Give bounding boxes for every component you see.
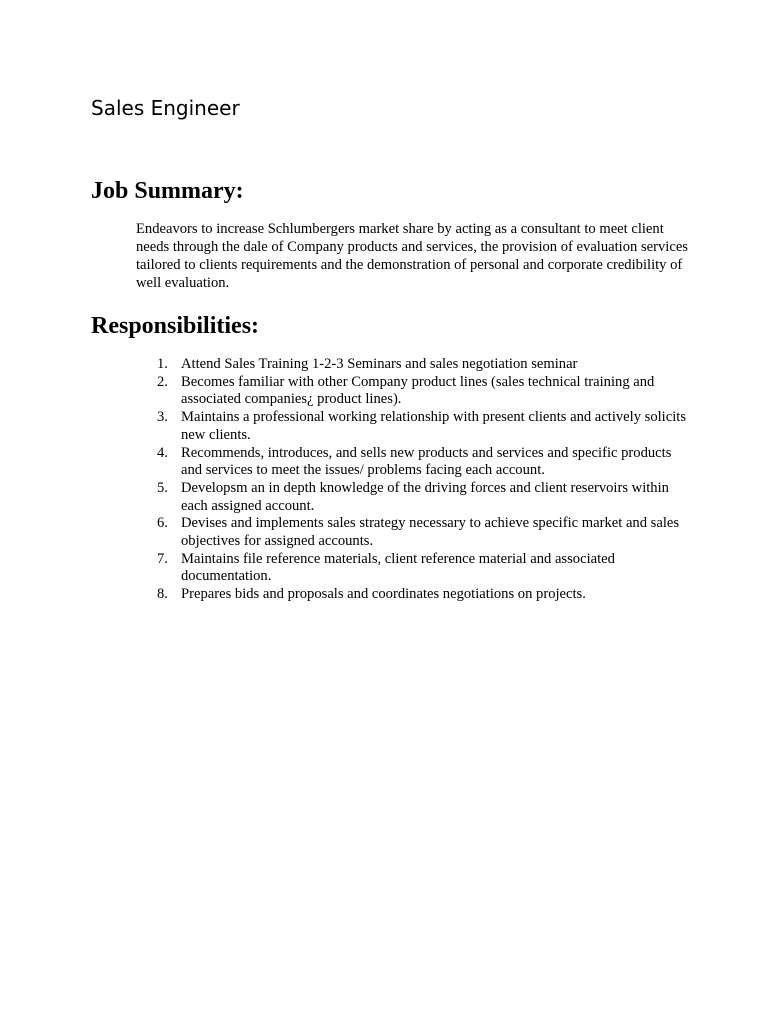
responsibility-item [136, 374, 696, 409]
responsibility-number: 2. [157, 373, 168, 390]
responsibility-item [136, 551, 696, 586]
responsibility-item [136, 409, 696, 444]
responsibility-item [136, 356, 696, 374]
responsibility-number: 3. [157, 409, 168, 426]
responsibilities-heading: Responsibilities: [91, 313, 260, 339]
responsibility-text: Maintains a professional working relationship with present clients and actively solicits new clients. [181, 409, 686, 443]
responsibility-text: Prepares bids and proposals and coordinates negotiations on projects. [181, 586, 586, 603]
responsibility-item [136, 586, 696, 604]
responsibility-text: Devises and implements sales strategy necessary to achieve specific market and sales objectives for assigned accounts. [181, 515, 680, 550]
responsibility-number: 8. [157, 586, 168, 603]
responsibility-number: 4. [157, 444, 168, 461]
responsibility-number: 6. [157, 515, 168, 532]
responsibility-number: 1. [157, 356, 168, 372]
responsibility-item [136, 480, 696, 515]
job-summary-heading: Job Summary: [91, 178, 244, 204]
responsibility-item [136, 445, 696, 480]
responsibilities-list [136, 356, 696, 604]
responsibility-item [136, 515, 696, 550]
responsibility-text: Attend Sales Training 1-2-3 Seminars and sales negotiation seminar [181, 356, 578, 372]
responsibility-text: Becomes familiar with other Company product lines (sales technical training and associated companies¿ product lines). [181, 373, 655, 408]
responsibility-text: Recommends, introduces, and sells new products and services and specific products and services to meet the issues/ problems facing each account. [181, 444, 672, 479]
job-summary-text: Endeavors to increase Schlumbergers market share by acting as a consultant to meet client needs through the dale of Company products and services, the provision of evaluation services tailored to clients requirements and the demonstration of personal and corporate credibility of well evaluation. [136, 221, 688, 291]
responsibility-number: 7. [157, 550, 168, 567]
document-title: Sales Engineer [91, 96, 240, 120]
responsibility-number: 5. [157, 479, 168, 496]
responsibility-text: Developsm an in depth knowledge of the driving forces and client reservoirs within each assigned account. [181, 479, 669, 514]
responsibility-text: Maintains file reference materials, client reference material and associated documentation. [181, 550, 615, 585]
